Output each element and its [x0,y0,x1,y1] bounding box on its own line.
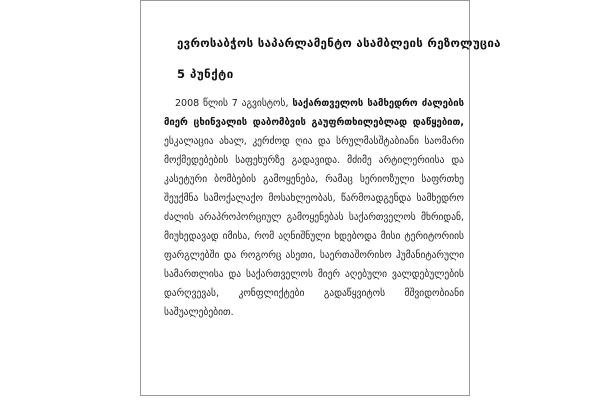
body-paragraph [164,94,464,322]
document-page [140,0,501,396]
document-subtitle: 5 პუნქტი [177,67,234,81]
document-title: ევროსაბჭოს საპარლამენტო ასამბლეის რეზოლუცია [177,36,501,50]
paragraph-rest: ესკალაცია ახალ, კერძოდ ღია და სრულმასშტაბიანი საომარი მოქმედებების საფეხურზე გადავიდა. მძიმე არტილერიისა და კასეტური ბომბების გამოყენება, რამაც სერიოზული საფრთხე შეუქმნა სამოქალაქო მოსახლეობას, წარმოადგენდა სამხედრო ძალის არაპროპორციულ გამოყენებას საქართველოს მხრიდან, მიუხედავად იმისა, რომ აღნიშნული ხდებოდა მისი ტერიტორიის ფარგლებში და როგორც ასეთი, საერთაშორისო ჰუმანიტარული სამართლისა და საქართველოს მიერ აღებული ვალდებულების დარღვევას, კონფლიქტები გადაწყვიტოს მშვიდობიანი საშუალებებით. [164,136,464,318]
paragraph-lead: 2008 წლის 7 აგვისტოს, [175,98,293,109]
paragraph-emphasis: საქართველოს სამხედრო ძალების მიერ ცხინვალის დაბომბვის გაუფრთხილებლად დაწყებით, [164,98,464,128]
